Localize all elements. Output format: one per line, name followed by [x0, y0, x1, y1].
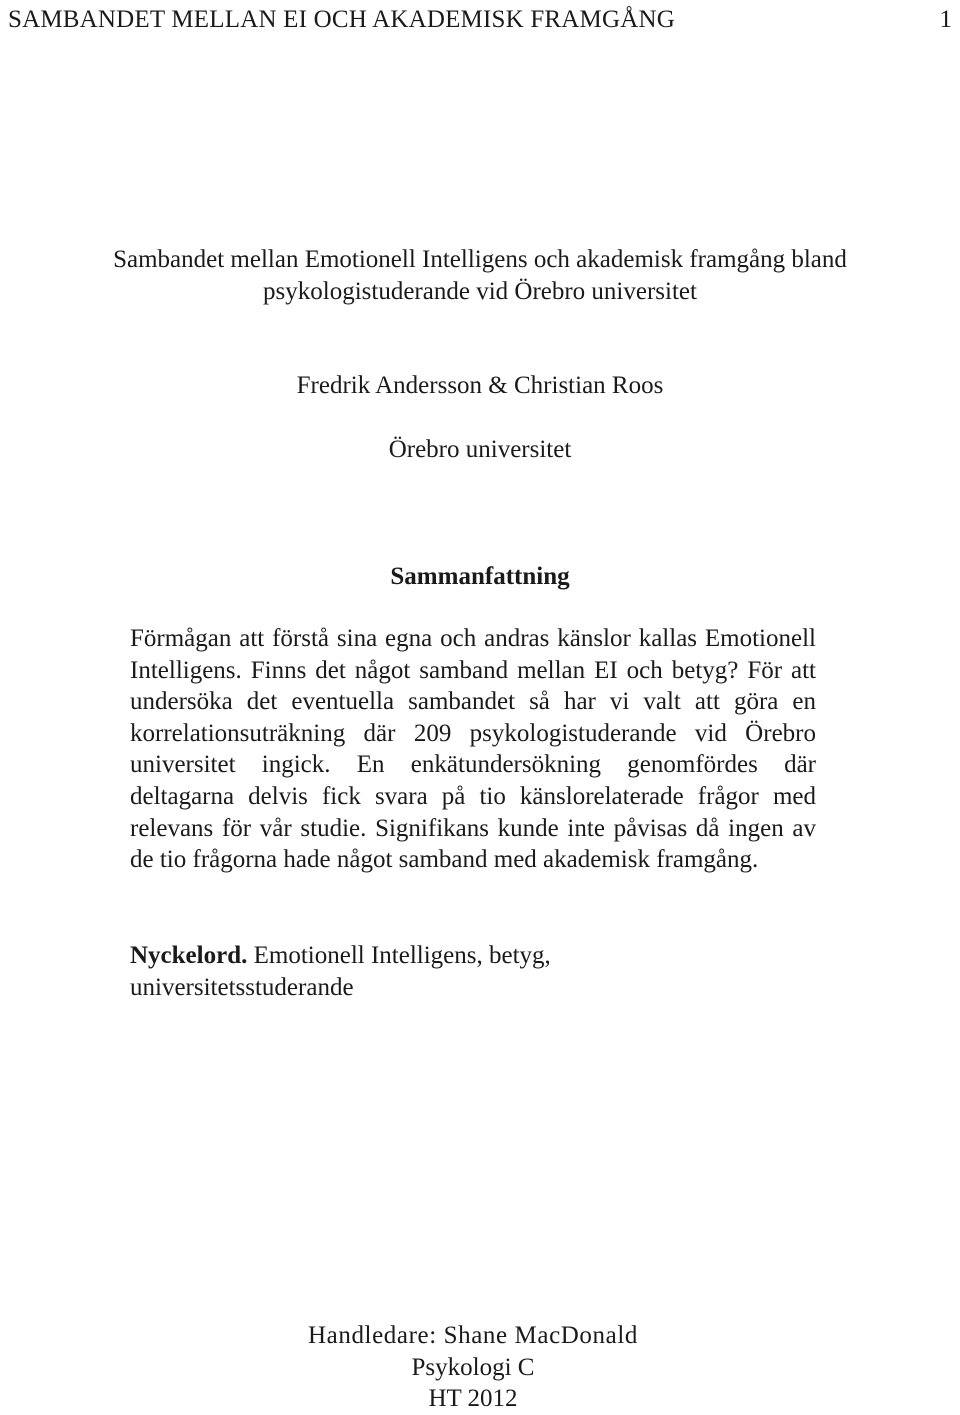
keywords	[130, 940, 630, 1004]
keywords-label: Nyckelord.	[130, 942, 248, 969]
title-line-2: psykologistuderande vid Örebro universitet	[263, 278, 697, 305]
abstract-body: Förmågan att förstå sina egna och andras känslor kallas Emotionell Intelligens. Finns det något samband mellan EI och betyg? För att undersöka det eventuella sambandet så har vi valt att göra en korrelationsuträkning där 209 psykologistuderande vid Örebro universitet ingick. En enkätundersökning genomfördes där deltagarna delvis fick svara på tio känslorelaterade frågor med relevans för vår studie. Signifikans kunde inte påvisas då ingen av de tio frågorna hade något samband med akademisk framgång.	[130, 625, 816, 874]
affiliation: Örebro universitet	[388, 436, 572, 463]
supervisor: Handledare: Shane MacDonald	[308, 1322, 638, 1349]
paper-title	[0, 244, 960, 308]
course-name: Psykologi C	[411, 1354, 535, 1381]
author-names: Fredrik Andersson & Christian Roos	[296, 372, 664, 399]
title-line-1: Sambandet mellan Emotionell Intelligens och akademisk framgång bland	[113, 246, 847, 273]
running-head: SAMBANDET MELLAN EI OCH AKADEMISK FRAMGÅNG	[8, 6, 675, 33]
term: HT 2012	[428, 1385, 518, 1412]
keywords-text: Emotionell Intelligens, betyg, universitetsstuderande	[130, 942, 551, 1001]
abstract-heading: Sammanfattning	[390, 563, 570, 590]
page-number: 1	[939, 6, 952, 33]
